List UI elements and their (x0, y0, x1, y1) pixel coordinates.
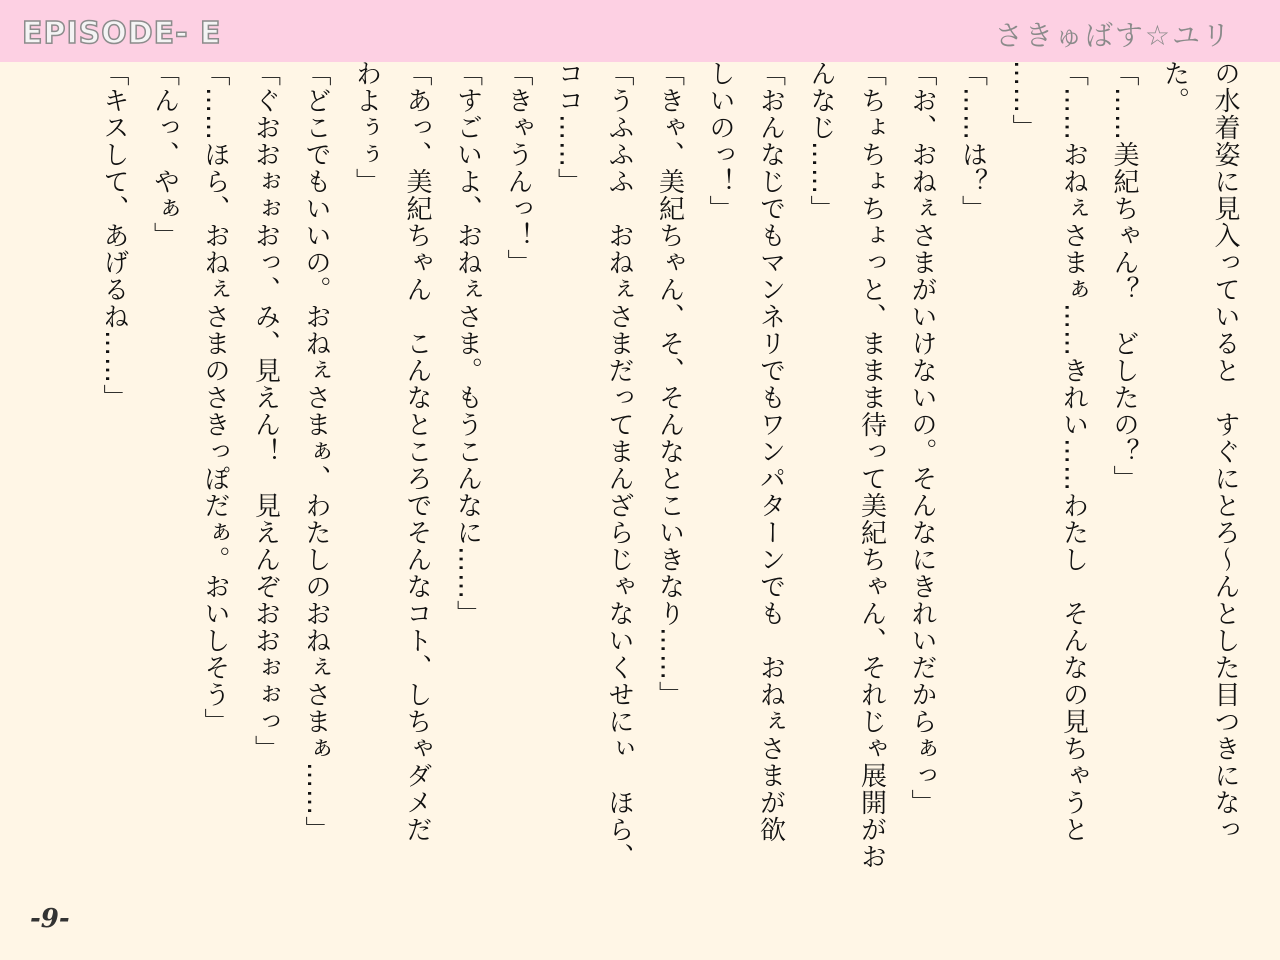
text-line: ココ……」 (553, 60, 584, 195)
text-line: 「……おねぇさまぁ……きれい……わたし そんなの見ちゃうと (1058, 60, 1089, 843)
text-line: 「きゃ、美紀ちゃん、そ、そんなとこいきなり……」 (654, 60, 685, 708)
text-line: 「……美紀ちゃん？ どしたの？」 (1109, 60, 1139, 492)
text-line: 「うふふふ おねぇさまだってまんざらじゃないくせにぃ ほら、 (604, 60, 634, 870)
text-line: 「あっ、美紀ちゃん こんなところでそんなコト、しちゃダメだ (402, 60, 432, 843)
text-line: た。 (1159, 60, 1190, 114)
page-number: -9- (30, 904, 70, 934)
text-line: の水着姿に見入っていると すぐにとろ～んとした目つきになっ (1210, 60, 1240, 843)
text-line: 「ちょちょちょっと、ままま待って美紀ちゃん、それじゃ展開がお (856, 60, 887, 870)
text-line: 「キスして、あげるね……」 (99, 60, 129, 411)
text-line: 「ぐおおぉぉおっ、み、見えん！ 見えんぞおおぉぉっ」 (250, 60, 281, 762)
text-line: 「お、おねぇさまがいけないの。そんなにきれいだからぁっ」 (907, 60, 937, 816)
text-line: 「どこでもいいの。おねぇさまぁ、わたしのおねぇさまぁ……」 (301, 60, 331, 843)
text-line: 「おんなじでもマンネリでもワンパターンでも おねぇさまが欲 (755, 60, 786, 843)
text-line: 「すごいよ、おねぇさま。もうこんなに……」 (452, 60, 483, 627)
text-line: しいのっ！」 (705, 60, 735, 222)
episode-label: EPISODE- E (22, 16, 222, 51)
text-line: んなじ……」 (806, 60, 836, 222)
text-line: 「んっ、やぁ」 (149, 60, 180, 249)
text-line: 「きゃうんっ！」 (503, 60, 533, 276)
story-title: さきゅばす☆ユリ (994, 19, 1232, 52)
text-line: 「……ほら、おねぇさまのさきっぽだぁ。おいしそう」 (200, 60, 230, 735)
text-line: 「……は？」 (957, 60, 988, 222)
vertical-text-body (70, 60, 1250, 900)
text-line: ……」 (1008, 60, 1038, 141)
text-line: わよぅぅ」 (351, 60, 382, 195)
